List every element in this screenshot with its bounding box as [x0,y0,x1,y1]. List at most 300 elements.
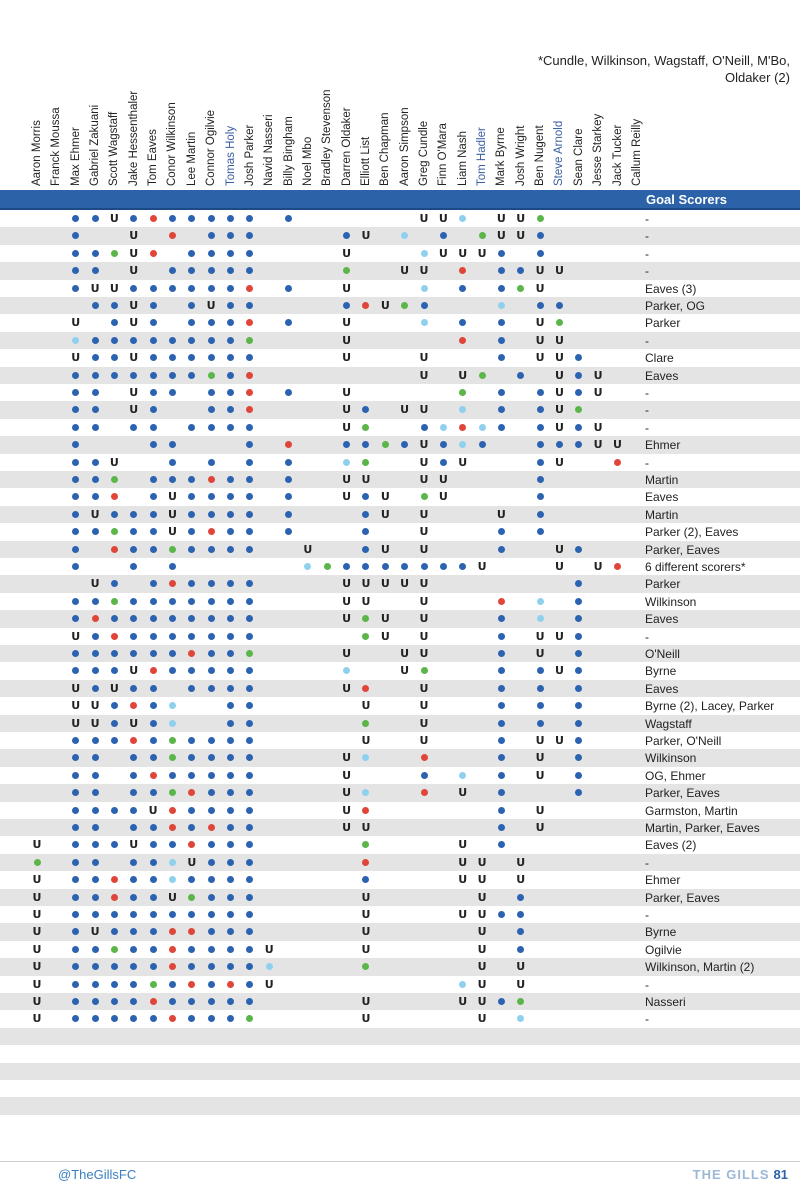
start-dot [150,911,157,918]
start-dot [285,389,292,396]
player-header-6: Jake Hessenthaler [127,90,140,186]
start-dot [188,319,195,326]
start-dot [246,981,253,988]
sub-unused-marker: U [342,612,352,626]
sub-unused-marker: U [90,577,100,591]
start-dot [150,894,157,901]
start-dot [227,737,234,744]
start-dot [92,372,99,379]
sub-unused-marker: U [554,403,564,417]
start-dot [150,754,157,761]
start-dot [208,215,215,222]
start-dot [343,563,350,570]
goal-scorers-heading: Goal Scorers [646,192,727,207]
goal-scorer-cell: - [645,333,649,348]
goal-scorer-cell: Clare [645,351,674,366]
start-dot [188,528,195,535]
sub-off-dot [246,389,253,396]
sub-unused-marker: U [438,246,448,260]
goal-dot [362,633,369,640]
start-dot [246,667,253,674]
start-dot [169,998,176,1005]
start-dot [479,441,486,448]
start-dot [537,459,544,466]
start-dot [72,859,79,866]
start-dot [517,894,524,901]
sub-unused-marker: U [458,838,468,852]
start-dot [227,528,234,535]
sub-unused-marker: U [264,942,274,956]
sub-unused-marker: U [342,821,352,834]
sub-unused-marker: U [129,664,139,678]
sub-off-dot [227,981,234,988]
start-dot [188,424,195,431]
start-dot [208,250,215,257]
sub-unused-marker: U [109,455,119,469]
goal-scorer-cell: - [645,246,649,261]
start-dot [130,372,137,379]
sub-off-dot [150,250,157,257]
row-stripe [0,1097,800,1114]
sub-unused-marker: U [303,542,313,556]
start-dot [150,928,157,935]
sub-off-dot [111,546,118,553]
sub-unused-marker: U [71,681,81,695]
start-dot [111,372,118,379]
sub-unused-marker: U [361,699,371,713]
magazine-title: THE GILLS [692,1167,770,1182]
start-dot [169,841,176,848]
goal-scorers-header-bar [0,190,800,210]
sub-unused-marker: U [109,212,119,225]
start-dot [227,876,234,883]
start-dot [208,737,215,744]
start-dot [72,894,79,901]
start-dot [537,406,544,413]
start-dot [227,946,234,953]
start-dot [188,372,195,379]
player-header-17: Darren Oldaker [340,107,353,186]
player-header-14: Billy Bingham [282,116,295,186]
start-dot [227,824,234,831]
start-dot [130,1015,137,1022]
player-header-2: Franck Moussa [50,107,63,186]
player-header-22: Finn O'Mara [437,123,450,186]
start-dot [188,737,195,744]
appearance-grid [0,210,800,1142]
row-stripe [0,680,800,697]
start-dot [92,911,99,918]
sub-off-dot [150,772,157,779]
start-dot [227,702,234,709]
goal-dot [111,946,118,953]
start-dot [92,998,99,1005]
start-dot [111,841,118,848]
sub-unused-marker: U [477,855,487,869]
sub-unused-marker: U [477,890,487,904]
start-dot [150,441,157,448]
start-dot [498,250,505,257]
sub-unused-marker: U [613,438,622,452]
goal-scorer-cell: - [645,1012,649,1027]
start-dot [227,354,234,361]
sub-on-dot [169,702,176,709]
sub-unused-marker: U [535,751,545,765]
sub-unused-marker: U [593,386,603,399]
start-dot [92,354,99,361]
start-dot [188,911,195,918]
start-dot [498,337,505,344]
start-dot [208,789,215,796]
row-stripe [0,227,800,244]
goal-scorer-cell: OG, Ehmer [645,768,706,783]
goal-dot [537,215,544,222]
start-dot [208,894,215,901]
goal-scorer-cell: Ehmer [645,438,681,453]
sub-off-dot [92,615,99,622]
goal-scorer-cell: Parker [645,577,681,592]
start-dot [208,633,215,640]
goal-scorer-cell: Eaves [645,368,679,383]
start-dot [537,424,544,431]
start-dot [285,528,292,535]
start-dot [92,493,99,500]
start-dot [92,754,99,761]
sub-unused-marker: U [516,873,526,887]
start-dot [92,633,99,640]
sub-unused-marker: U [129,299,139,312]
sub-unused-marker: U [419,734,429,747]
sub-unused-marker: U [380,542,390,556]
start-dot [150,789,157,796]
sub-unused-marker: U [477,960,487,974]
start-dot [188,250,195,257]
sub-on-dot [169,720,176,727]
start-dot [150,720,157,727]
start-dot [150,824,157,831]
start-dot [72,285,79,292]
start-dot [92,389,99,396]
sub-unused-marker: U [129,246,139,260]
start-dot [130,511,137,518]
start-dot [150,1015,157,1022]
start-dot [537,528,544,535]
sub-unused-marker: U [496,229,506,243]
start-dot [169,389,176,396]
start-dot [208,267,215,274]
sub-unused-marker: U [167,507,177,521]
page-number: 81 [773,1167,788,1182]
goal-scorer-cell: - [645,855,649,870]
start-dot [421,424,428,431]
start-dot [517,911,524,918]
start-dot [92,824,99,831]
start-dot [72,459,79,466]
goal-dot [34,859,41,866]
row-stripe [0,332,800,349]
sub-unused-marker: U [419,212,429,225]
sub-unused-marker: U [342,281,352,295]
start-dot [285,511,292,518]
start-dot [285,319,292,326]
goal-scorer-cell: - [645,420,649,435]
start-dot [208,598,215,605]
goal-scorer-cell: Eaves (2) [645,838,697,853]
goal-dot [169,546,176,553]
start-dot [208,876,215,883]
goal-dot [324,563,331,570]
start-dot [459,563,466,570]
sub-on-dot [343,459,350,466]
start-dot [498,911,505,918]
start-dot [208,459,215,466]
sub-unused-marker: U [380,612,390,626]
goal-scorer-cell: Byrne [645,925,677,940]
start-dot [92,963,99,970]
sub-unused-marker: U [90,925,100,939]
start-dot [575,633,582,640]
goal-scorer-cell: Wagstaff [645,716,692,731]
sub-on-dot [266,963,273,970]
start-dot [401,563,408,570]
sub-on-dot [304,563,311,570]
start-dot [92,215,99,222]
start-dot [208,911,215,918]
sub-unused-marker: U [380,490,390,504]
sub-unused-marker: U [535,333,545,347]
start-dot [227,807,234,814]
start-dot [362,493,369,500]
start-dot [208,772,215,779]
goal-dot [362,459,369,466]
start-dot [169,981,176,988]
sub-off-dot [246,285,253,292]
player-header-25: Mark Byrne [495,127,508,186]
start-dot [498,546,505,553]
player-header-19: Ben Chapman [379,112,392,186]
goal-scorer-cell: Parker (2), Eaves [645,525,739,540]
sub-unused-marker: U [458,995,468,1008]
sub-unused-marker: U [419,455,429,469]
sub-on-dot [537,598,544,605]
sub-unused-marker: U [458,908,468,921]
sub-unused-marker: U [535,803,545,817]
start-dot [130,598,137,605]
sub-unused-marker: U [593,438,603,452]
start-dot [498,354,505,361]
player-header-20: Aaron Simpson [398,107,411,186]
start-dot [111,737,118,744]
sub-unused-marker: U [361,890,371,904]
sub-unused-marker: U [148,803,158,817]
start-dot [169,215,176,222]
start-dot [150,685,157,692]
sub-unused-marker: U [535,768,545,782]
sub-off-dot [111,894,118,901]
start-dot [227,250,234,257]
start-dot [150,841,157,848]
start-dot [537,476,544,483]
start-dot [246,946,253,953]
start-dot [421,772,428,779]
sub-unused-marker: U [342,803,352,817]
sub-unused-marker: U [554,264,564,278]
start-dot [169,459,176,466]
sub-off-dot [188,981,195,988]
sub-unused-marker: U [71,699,81,713]
start-dot [537,232,544,239]
sub-unused-marker: U [419,525,429,539]
sub-unused-marker: U [342,751,352,765]
goal-scorer-cell: - [645,977,649,992]
start-dot [208,354,215,361]
start-dot [72,546,79,553]
start-dot [208,650,215,657]
start-dot [246,894,253,901]
start-dot [111,1015,118,1022]
sub-unused-marker: U [380,299,390,312]
player-header-5: Scott Wagstaff [108,111,121,186]
sub-unused-marker: U [167,525,177,539]
sub-unused-marker: U [342,786,352,800]
sub-on-dot [440,424,447,431]
start-dot [498,824,505,831]
sub-unused-marker: U [419,403,429,417]
start-dot [169,633,176,640]
sub-unused-marker: U [419,542,429,556]
row-stripe [0,1063,800,1080]
sub-on-dot [421,250,428,257]
sub-unused-marker: U [400,647,410,660]
sub-unused-marker: U [32,1012,42,1026]
sub-unused-marker: U [361,942,371,956]
sub-off-dot [150,667,157,674]
sub-unused-marker: U [419,507,429,521]
sub-unused-marker: U [342,333,352,347]
sub-unused-marker: U [438,212,448,225]
start-dot [150,615,157,622]
sub-unused-marker: U [187,855,197,869]
start-dot [208,963,215,970]
sub-unused-marker: U [380,629,390,643]
goal-dot [362,841,369,848]
sub-unused-marker: U [109,681,119,695]
goal-scorer-cell: - [645,264,649,279]
start-dot [208,807,215,814]
sub-unused-marker: U [109,281,119,295]
start-dot [208,998,215,1005]
twitter-handle: @TheGillsFC [58,1167,137,1182]
start-dot [285,215,292,222]
start-dot [227,215,234,222]
sub-unused-marker: U [380,577,390,591]
start-dot [246,250,253,257]
player-header-15: Noel Mbo [301,136,314,186]
goal-scorer-cell: - [645,403,649,418]
start-dot [72,563,79,570]
goal-scorer-cell: Byrne (2), Lacey, Parker [645,699,775,714]
start-dot [575,772,582,779]
sub-unused-marker: U [361,995,371,1008]
start-dot [246,876,253,883]
start-dot [498,807,505,814]
sub-unused-marker: U [419,647,429,660]
goal-dot [382,441,389,448]
start-dot [188,546,195,553]
start-dot [72,981,79,988]
sub-off-dot [459,337,466,344]
sub-unused-marker: U [342,473,352,486]
start-dot [362,876,369,883]
sub-unused-marker: U [419,699,429,713]
start-dot [111,702,118,709]
start-dot [130,563,137,570]
start-dot [227,493,234,500]
sub-unused-marker: U [129,264,139,278]
sub-unused-marker: U [342,768,352,782]
start-dot [92,406,99,413]
start-dot [92,424,99,431]
sub-unused-marker: U [342,386,352,399]
sub-off-dot [421,789,428,796]
sub-off-dot [246,319,253,326]
goal-scorer-cell: Wilkinson [645,751,697,766]
start-dot [92,459,99,466]
start-dot [246,911,253,918]
start-dot [537,441,544,448]
goal-scorer-cell: Parker, Eaves [645,890,720,905]
sub-unused-marker: U [535,734,545,747]
start-dot [72,250,79,257]
row-stripe [0,471,800,488]
sub-unused-marker: U [342,490,352,504]
start-dot [227,667,234,674]
goal-dot [111,528,118,535]
start-dot [498,667,505,674]
sub-unused-marker: U [264,977,274,991]
start-dot [169,911,176,918]
start-dot [130,859,137,866]
start-dot [150,372,157,379]
sub-unused-marker: U [419,681,429,695]
sub-unused-marker: U [342,681,352,695]
sub-unused-marker: U [419,716,429,730]
sub-unused-marker: U [477,246,487,260]
start-dot [498,737,505,744]
start-dot [498,319,505,326]
start-dot [208,667,215,674]
start-dot [227,319,234,326]
sub-on-dot [537,615,544,622]
start-dot [246,841,253,848]
sub-unused-marker: U [361,577,371,591]
sub-off-dot [169,1015,176,1022]
start-dot [246,215,253,222]
start-dot [227,598,234,605]
goal-scorer-cell: - [645,455,649,470]
start-dot [208,946,215,953]
start-dot [72,946,79,953]
row-stripe [0,854,800,871]
start-dot [537,667,544,674]
sub-off-dot [614,563,621,570]
sub-on-dot [421,285,428,292]
start-dot [537,685,544,692]
player-header-18: Elliott List [359,136,372,186]
start-dot [362,528,369,535]
start-dot [150,389,157,396]
sub-unused-marker: U [342,594,352,608]
